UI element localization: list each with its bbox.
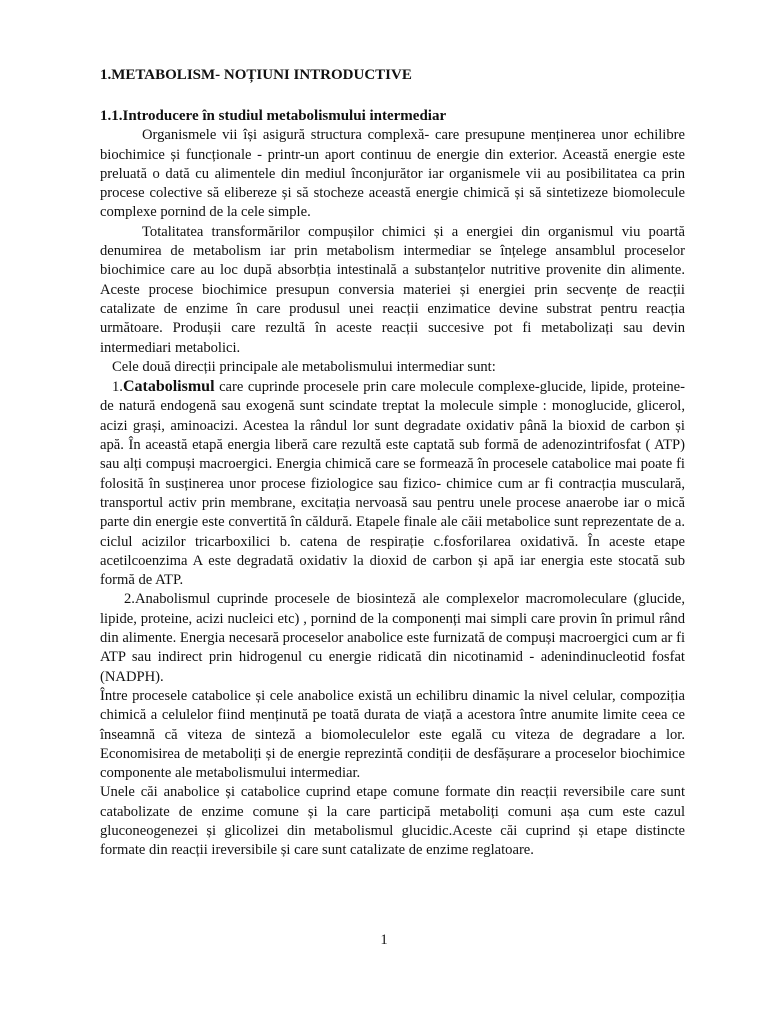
paragraph-metabolism-definition: Totalitatea transformărilor compușilor chimici și a energiei din organismul viu poartă denumirea de metabolism iar prin metabolism intermediar se înțelege ansamblul proceselor biochimice care au loc după absorbția intestinală a substanțelor nutritive provenite din alimente. Aceste procese biochimice presupun conversia materiei și energiei prin secvențe de reacții catalizate de enzime în care produsul unei reacții enzimatice devine substrat pentru reacția următoare. Produșii care rezultă în aceste reacții succesive pot fi metabolizați sau devin intermediari metabolici.	[100, 223, 685, 356]
catabolism-text: care cuprinde procesele prin care molecule complexe-glucide, lipide, proteine- de natură endogenă sau exogenă sunt scindate treptat la molecule simple : monoglucide, glicerol, acizi grași, aminoacizi. Acestea la rândul lor sunt degradate oxidativ până la bioxid de carbon și apă. În această etapă energia liberă care rezultă este captată sub formă de adenozintrifosfat ( ATP) sau alți compuși macroergici. Energia chimică care se formează în procesele catabolice mai poate fi folosită în susținerea unor procese fiziologice sau fizico- chimice cum ar fi contracția musculară, transportul activ prin membrane, excitația nervoasă sau pentru unele procese anaerobe iar o mică parte din energie este convertită în căldură. Etapele finale ale căii metabolice sunt reprezentate de a. ciclul acizilor tricarboxilici b. catena de respirație c.fosforilarea oxidativă. În aceste etape acetilcoenzima A este degradată oxidativ la dioxid de carbon și apă iar energia este stocată sub formă de ATP.	[100, 379, 685, 589]
catabolism-number: 1.	[112, 379, 123, 396]
paragraph-directions: Cele două direcții principale ale metabolismului intermediar sunt:	[112, 358, 496, 375]
paragraph-catabolism	[100, 377, 685, 590]
chapter-title: 1.METABOLISM- NOȚIUNI INTRODUCTIVE	[100, 67, 412, 83]
catabolism-term: Catabolismul	[122, 378, 215, 396]
document-body	[100, 66, 685, 861]
paragraph-anabolism: 2.Anabolismul cuprinde procesele de biosinteză ale complexelor macromoleculare (glucide, lipide, proteine, acizi nucleici etc) , pornind de la componenți mai simpli care provin în primul rând din alimente. Energia necesară proceselor anabolice este furnizată de compuși macroergici cum ar fi ATP sau indirect prin hidrogenul cu energie ridicată din nicotinamid - adenindinucleotid fosfat (NADPH).	[100, 591, 685, 685]
page-number: 1	[380, 932, 388, 948]
section-title: 1.1.Introducere în studiul metabolismului intermediar	[100, 108, 447, 125]
paragraph-equilibrium: Între procesele catabolice și cele anabolice există un echilibru dinamic la nivel celular, compoziția chimică a celulelor fiind menținută pe toată durata de viață a acestora între anumite limite ceea ce înseamnă că viteza de sinteză a biomoleculelor este egală cu viteza de degradare a lor. Economisirea de metaboliți și de energie reprezintă condiții de desfășurare a proceselor biochimice componente ale metabolismului intermediar.	[100, 687, 685, 782]
paragraph-intro: Organismele vii își asigură structura complexă- care presupune menținerea unor echilibre biochimice și funcționale - printr-un aport continuu de energie din exterior. Această energie este preluată o dată cu alimentele din mediul înconjurător iar organismele vii au posibilitatea ca prin procese colective să elibereze și să stocheze această energie chimică și să sintetizeze biomolecule complexe pornind de la cele simple.	[100, 127, 685, 221]
paragraph-pathways: Unele căi anabolice și catabolice cuprind etape comune formate din reacții reversibile care sunt catabolizate de enzime comune și la care participă metaboliți comuni așa cum este cazul gluconeogenezei și glicolizei din metabolismul glucidic.Aceste căi cuprind și etape distincte formate din reacții ireversibile și care sunt catalizate de enzime reglatoare.	[100, 784, 685, 859]
